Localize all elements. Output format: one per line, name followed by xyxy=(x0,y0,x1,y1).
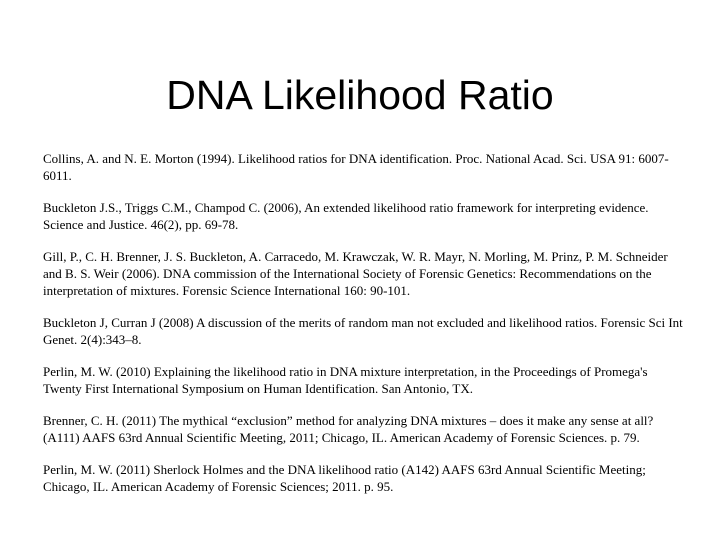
reference-item: Collins, A. and N. E. Morton (1994). Likelihood ratios for DNA identification. Proc. National Acad. Sci. USA 91: 6007-6011. xyxy=(43,151,669,183)
reference-item: Perlin, M. W. (2011) Sherlock Holmes and the DNA likelihood ratio (A142) AAFS 63rd Annual Scientific Meeting; Chicago, IL. American Academy of Forensic Sciences; 2011. p. 95. xyxy=(43,462,646,494)
reference-list xyxy=(43,150,683,510)
reference-item: Buckleton J.S., Triggs C.M., Champod C. (2006), An extended likelihood ratio framework for interpreting evidence. Science and Justice. 46(2), pp. 69-78. xyxy=(43,200,649,232)
reference-item: Buckleton J, Curran J (2008) A discussion of the merits of random man not excluded and likelihood ratios. Forensic Sci Int Genet. 2(4):343–8. xyxy=(43,315,683,347)
reference-item: Perlin, M. W. (2010) Explaining the likelihood ratio in DNA mixture interpretation, in the Proceedings of Promega's Twenty First International Symposium on Human Identification. San Antonio, TX. xyxy=(43,364,648,396)
slide-title: DNA Likelihood Ratio xyxy=(166,72,554,118)
reference-item: Gill, P., C. H. Brenner, J. S. Buckleton, A. Carracedo, M. Krawczak, W. R. Mayr, N. Morling, M. Prinz, P. M. Schneider and B. S. Weir (2006). DNA commission of the International Society of Forensic Genetics: Recommendations on the interpretation of mixtures. Forensic Science International 160: 90-101. xyxy=(43,249,668,298)
reference-item: Brenner, C. H. (2011) The mythical “exclusion” method for analyzing DNA mixtures – does it make any sense at all? (A111) AAFS 63rd Annual Scientific Meeting, 2011; Chicago, IL. American Academy of Forensic Sciences. p. 79. xyxy=(43,413,654,445)
